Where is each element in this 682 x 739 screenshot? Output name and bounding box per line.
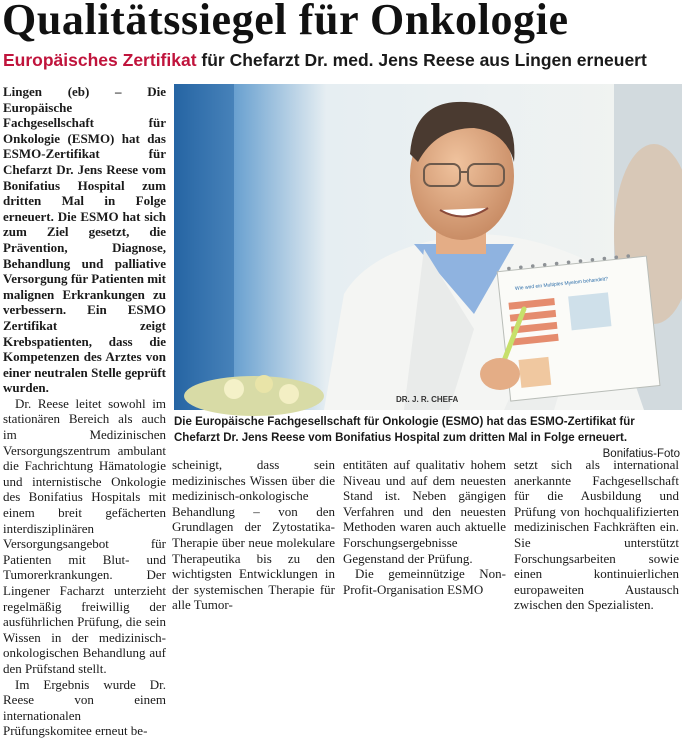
article-column-2 (172, 457, 335, 613)
article-column-4 (514, 457, 679, 613)
subheadline-rest: für Chefarzt Dr. med. Jens Reese aus Lingen erneuert (196, 50, 647, 70)
article-column-1 (3, 84, 166, 739)
article-column-3 (343, 457, 506, 597)
article-paragraph-2-start: Im Ergebnis wurde Dr. Reese von einem internationalen Prüfungskomitee erneut be- (3, 676, 166, 739)
caption-text: Die Europäische Fachgesellschaft für Onkologie (ESMO) hat das ESMO-Zertifikat für Chefarzt Dr. Jens Reese vom Bonifatius Hospital zum dritten Mal in Folge erneuert. (174, 416, 635, 444)
photo-credit: Bonifatius-Foto (602, 448, 680, 460)
doctor-photo-illustration (174, 84, 682, 410)
article-column-3-text: entitäten auf qualitativ hohem Niveau und auf dem neuesten Stand ist. Neben gängigen Verfahren und den neuesten Methoden waren auch aktuelle Forschungsergebnisse Gegenstand der Prüfung. (343, 457, 506, 566)
article-column-4-text: setzt sich als international anerkannte Fachgesellschaft für die Ausbildung und Prüfung von hochqualifizierten medizinischen Fachkräften ein. Sie unterstützt Forschungsarbeiten sowie einen kontinuierlichen europaweiten Austausch zwischen den Spezialisten. (514, 457, 679, 613)
article-column-2-text: scheinigt, dass sein medizinisches Wissen über die medizinisch-onkologische Behandlung – von den Grundlagen der Zytostatika-Therapie über neue molekulare Therapeutika bis zu den wichtigsten Entwicklungen in der systemischen Therapie für alle Tumor- (172, 457, 335, 613)
article-paragraph-1: Dr. Reese leitet sowohl im stationären Bereich als auch im Medizinischen Versorgungszentrum ambulant die Fachrichtung Hämatologie und internistische Onkologie des Bonifatius Hospitals mit einem breit gefächerten interdisziplinären Versorgungsangebot für Patienten mit Blut- und Tumorerkrankungen. Der Lingener Facharzt unterzieht regelmäßig freiwillig der ausführlichen Prüfung, die sein Wissen in der medizinisch-onkologischen Behandlung auf den Prüfstand stellt. (3, 395, 166, 676)
coat-name-tag: DR. J. R. CHEFA (396, 395, 459, 404)
chart-heading: Wie wird ein Multiples Myelom behandelt? (514, 276, 609, 293)
photo-caption (174, 414, 680, 462)
article-lead: Lingen (eb) – Die Europäische Fachgesellschaft für Onkologie (ESMO) hat das ESMO-Zertifikat für Chefarzt Dr. Jens Reese vom Bonifatius Hospital zum dritten Mal in Folge erneuert. Die ESMO hat sich zum Ziel gesetzt, die Prävention, Diagnose, Behandlung und palliative Versorgung für Patienten mit malignen Erkrankungen zu verbessern. Ein ESMO Zertifikat zeigt Krebspatienten, dass die Kompetenzen des Arztes von einer neutralen Stelle geprüft wurden. (3, 84, 166, 396)
headline: Qualitätssiegel für Onkologie (2, 0, 569, 44)
subheadline (3, 49, 682, 71)
article-paragraph-3-start: Die gemeinnützige Non-Profit-Organisation ESMO (343, 566, 506, 597)
subheadline-accent: Europäisches Zertifikat (3, 50, 197, 70)
article-photo (174, 84, 682, 410)
